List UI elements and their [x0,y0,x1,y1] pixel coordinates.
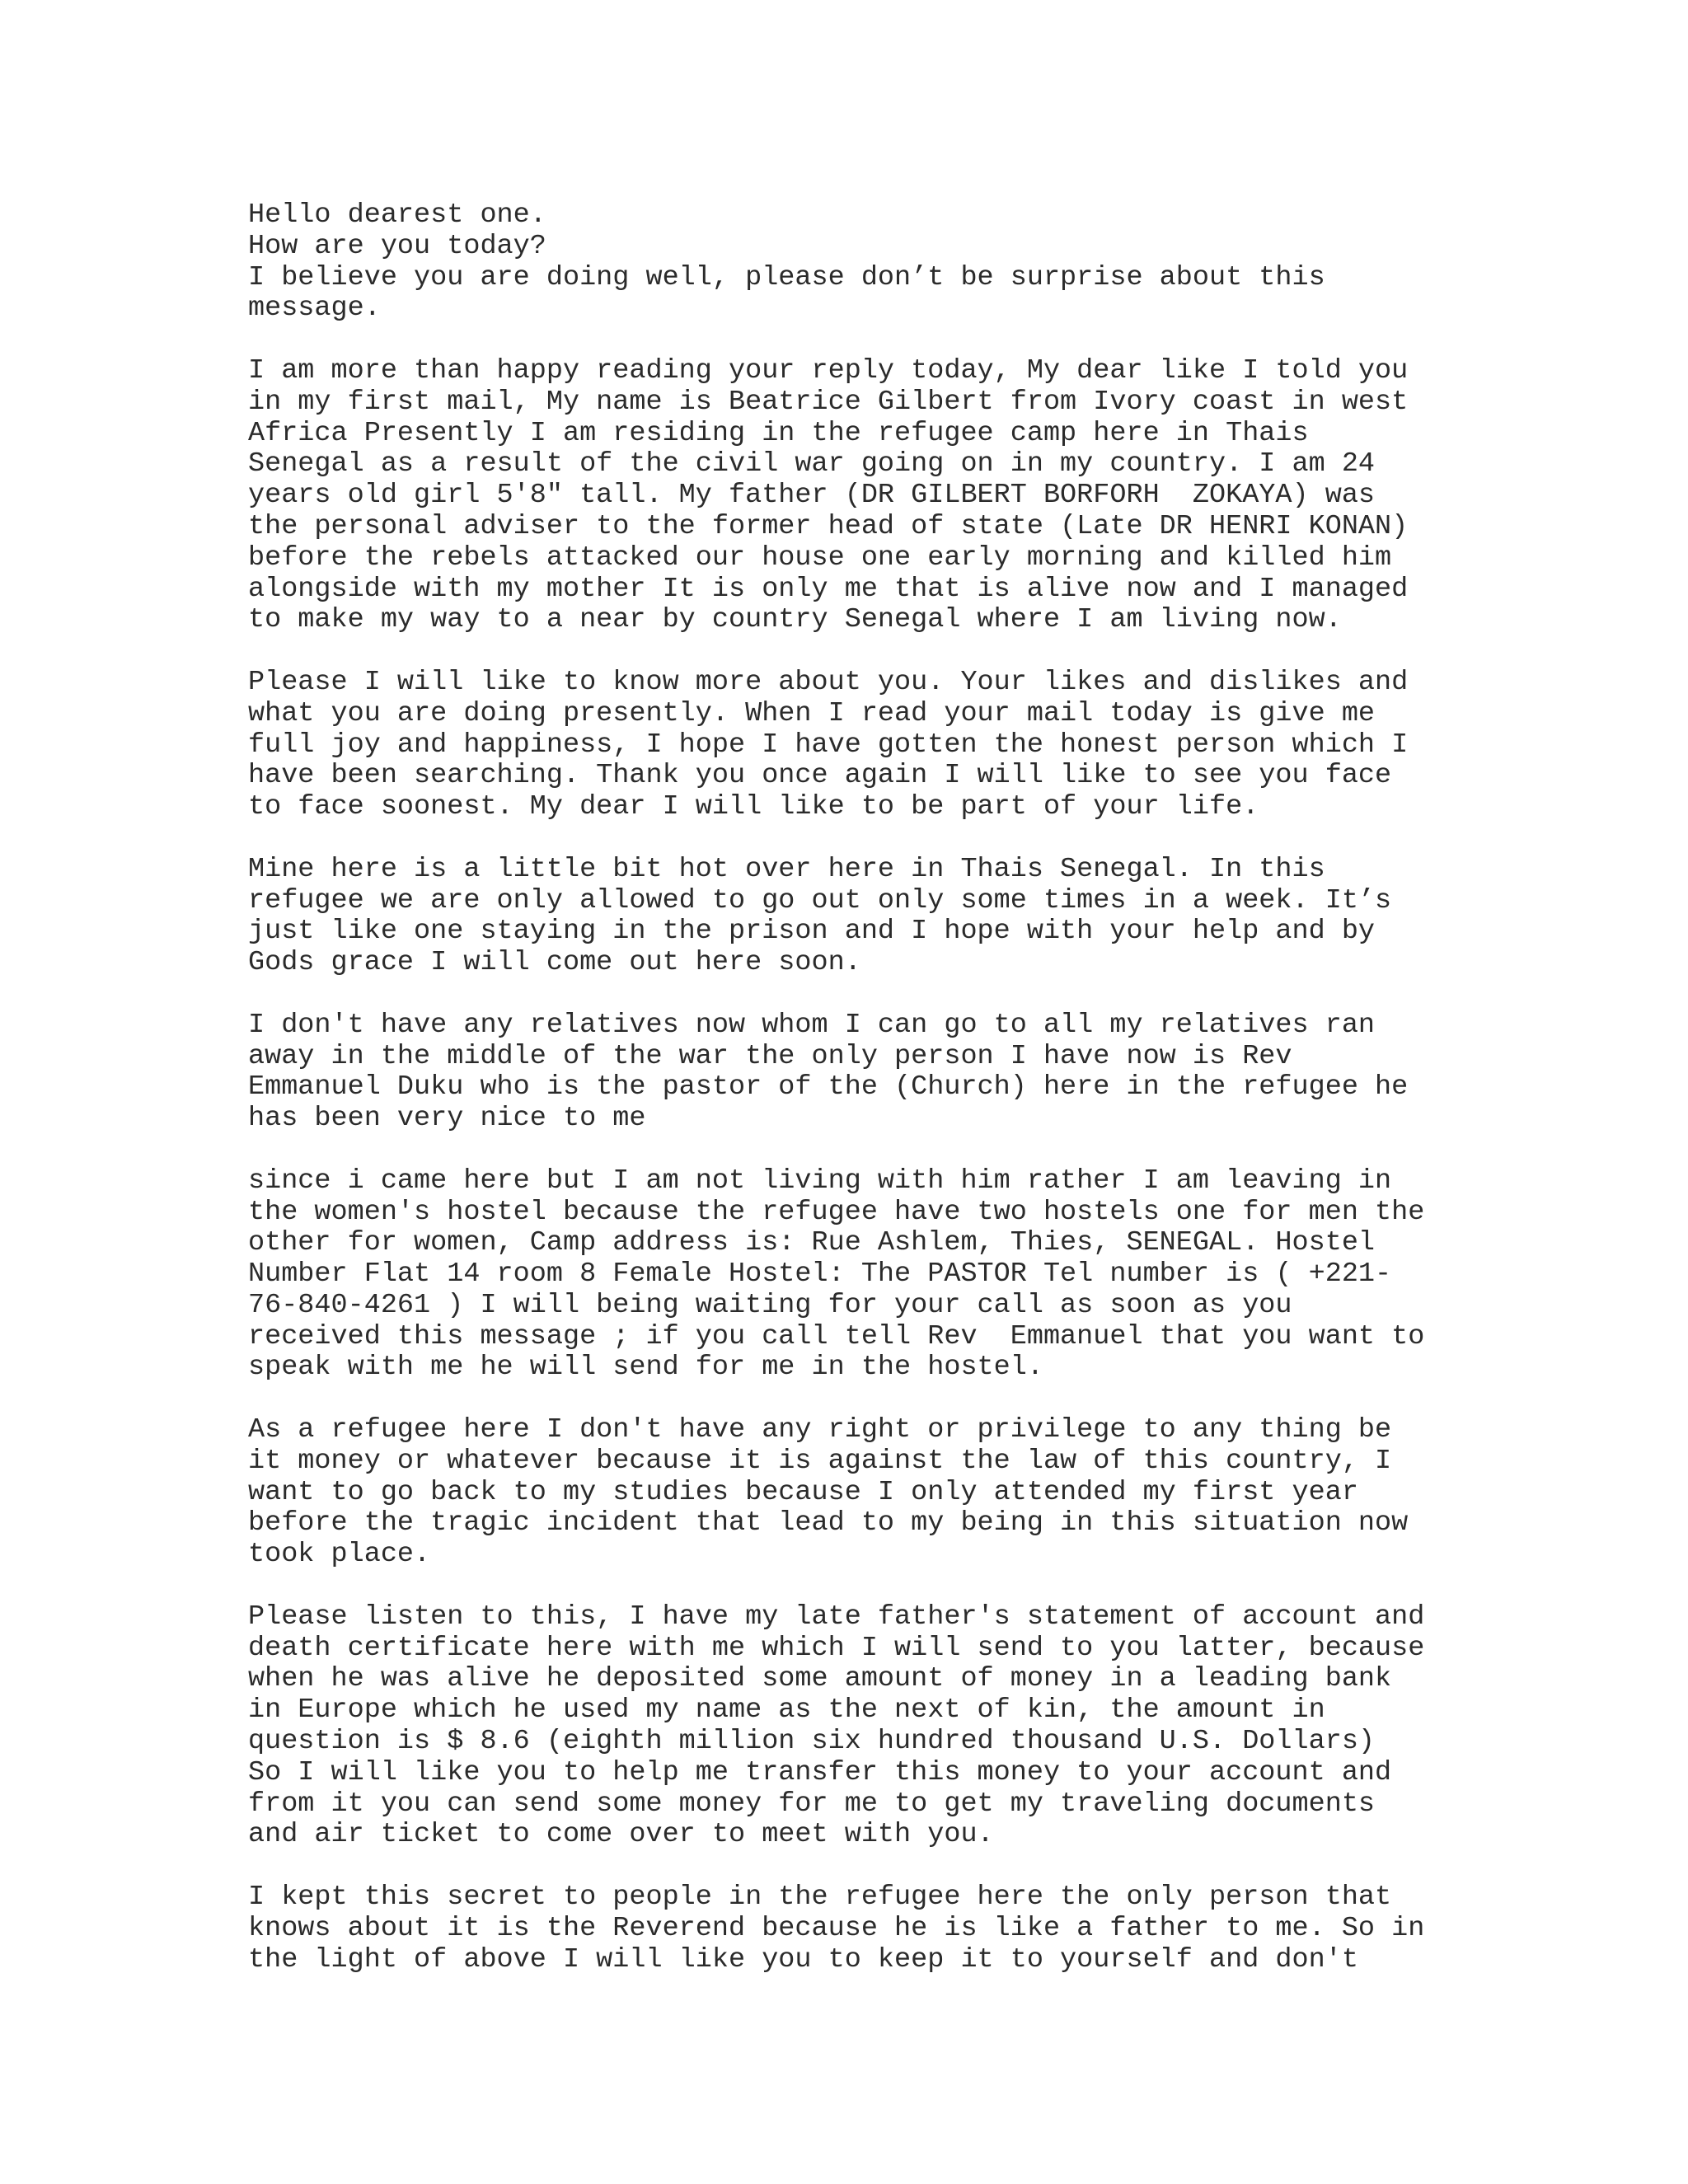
text-line: knows about it is the Reverend because he is like a father to me. So in [248,1912,1425,1944]
text-line: to face soonest. My dear I will like to be part of your life. [248,791,1259,823]
text-line: full joy and happiness, I hope I have gotten the honest person which I [248,729,1409,761]
text-line: away in the middle of the war the only person I have now is Rev [248,1040,1292,1072]
text-line: before the tragic incident that lead to my being in this situation now [248,1507,1409,1540]
text-line: want to go back to my studies because I only attended my first year [248,1476,1358,1508]
text-line: message. [248,293,381,325]
paragraph-rights [248,1415,1468,1571]
text-line: have been searching. Thank you once again I will like to see you face [248,760,1392,792]
text-line: it money or whatever because it is against the law of this country, I [248,1445,1392,1477]
text-line: Please I will like to know more about you. Your likes and dislikes and [248,666,1409,698]
text-line: to make my way to a near by country Senegal where I am living now. [248,604,1342,636]
text-line: the women's hostel because the refugee have two hostels one for men the [248,1196,1425,1228]
text-line: took place. [248,1539,431,1571]
text-line: question is $ 8.6 (eighth million six hundred thousand U.S. Dollars) [248,1726,1376,1758]
text-line: Senegal as a result of the civil war going on in my country. I am 24 [248,448,1376,480]
text-line: I kept this secret to people in the refugee here the only person that [248,1882,1392,1914]
text-line: Number Flat 14 room 8 Female Hostel: The PASTOR Tel number is ( +221- [248,1258,1392,1291]
text-line: I am more than happy reading your reply today, My dear like I told you [248,354,1409,387]
text-line: years old girl 5'8" tall. My father (DR GILBERT BORFORH ZOKAYA) was [248,480,1376,512]
greeting-paragraph [248,200,1468,325]
text-line: in my first mail, My name is Beatrice Gilbert from Ivory coast in west [248,386,1409,418]
paragraph-camp-life [248,855,1468,979]
text-line: I don't have any relatives now whom I can go to all my relatives ran [248,1009,1376,1041]
text-line: since i came here but I am not living with him rather I am leaving in [248,1165,1392,1197]
text-line: refugee we are only allowed to go out only some times in a week. It’s [248,884,1392,916]
text-line: As a refugee here I don't have any right or privilege to any thing be [248,1414,1392,1446]
text-line: just like one staying in the prison and I hope with your help and by [248,916,1376,948]
text-line: 76-840-4261 ) I will being waiting for your call as soon as you [248,1289,1292,1321]
text-line: what you are doing presently. When I read your mail today is give me [248,697,1376,729]
paragraph-relatives [248,1010,1468,1135]
text-line: when he was alive he deposited some amount of money in a leading bank [248,1663,1392,1695]
text-line: alongside with my mother It is only me that is alive now and I managed [248,573,1409,605]
text-line: before the rebels attacked our house one early morning and killed him [248,541,1392,574]
text-line: So I will like you to help me transfer this money to your account and [248,1756,1392,1788]
text-line: the light of above I will like you to keep it to yourself and don't [248,1943,1358,1975]
paragraph-introduction [248,356,1468,636]
letter-body [248,200,1468,2007]
paragraph-secret [248,1882,1468,1975]
text-line: Please listen to this, I have my late father's statement of account and [248,1601,1425,1633]
text-line: Africa Presently I am residing in the refugee camp here in Thais [248,417,1309,449]
paragraph-contact [248,1166,1468,1385]
text-line: other for women, Camp address is: Rue Ashlem, Thies, SENEGAL. Hostel [248,1227,1376,1259]
paragraph-about-you [248,668,1468,823]
text-line: from it you can send some money for me to get my traveling documents [248,1788,1376,1820]
text-line: death certificate here with me which I will send to you latter, because [248,1632,1425,1664]
text-line: received this message ; if you call tell Rev Emmanuel that you want to [248,1320,1425,1352]
text-line: speak with me he will send for me in the hostel. [248,1352,1043,1384]
text-line: Gods grace I will come out here soon. [248,947,861,979]
text-line: Hello dearest one. [248,199,546,231]
text-line: Mine here is a little bit hot over here in Thais Senegal. In this [248,853,1325,885]
text-line: the personal adviser to the former head of state (Late DR HENRI KONAN) [248,510,1409,542]
text-line: and air ticket to come over to meet with you. [248,1819,994,1851]
text-line: in Europe which he used my name as the next of kin, the amount in [248,1694,1325,1727]
text-line: Emmanuel Duku who is the pastor of the (Church) here in the refugee he [248,1071,1409,1104]
paragraph-money-request [248,1602,1468,1851]
text-line: How are you today? [248,230,546,262]
text-line: I believe you are doing well, please don’t be surprise about this [248,261,1325,293]
text-line: has been very nice to me [248,1103,646,1135]
